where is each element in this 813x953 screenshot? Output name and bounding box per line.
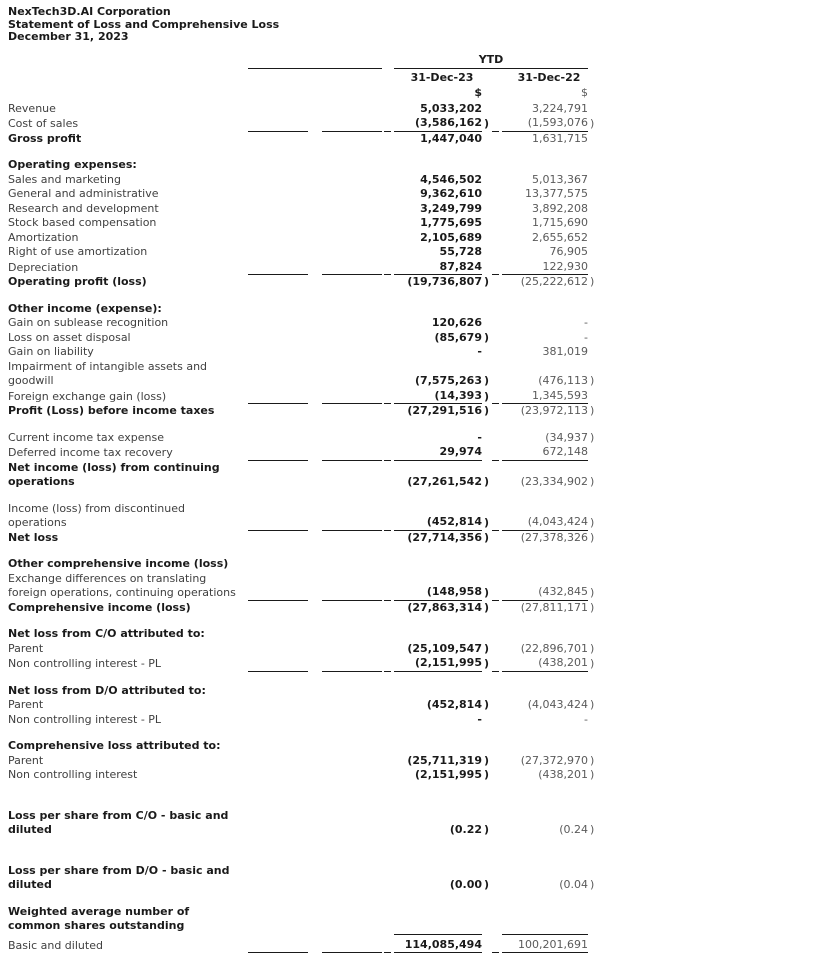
header-left-rule — [248, 53, 382, 69]
paren-2023: ) — [482, 516, 490, 531]
statement-row — [8, 202, 813, 217]
value-2023: (452,814 — [394, 698, 482, 713]
fill-in-line-2 — [322, 404, 382, 419]
row-label: Parent — [8, 698, 248, 713]
statement-row — [8, 642, 813, 657]
fill-in-line-1 — [248, 713, 308, 728]
paren-2022: ) — [588, 117, 596, 132]
row-label: Depreciation — [8, 261, 248, 276]
value-2022: (23,972,113 — [502, 404, 588, 419]
row-label: Loss on asset disposal — [8, 331, 248, 346]
statement-row — [8, 404, 813, 419]
statement-row — [8, 158, 813, 173]
value-2022: (476,113 — [502, 374, 588, 389]
statement-row — [8, 656, 813, 672]
fill-in-line-2 — [322, 531, 382, 546]
fill-in-line-1 — [248, 316, 308, 331]
row-label: Current income tax expense — [8, 431, 248, 446]
fill-in-line-2 — [322, 905, 382, 934]
value-2022: (22,896,701 — [502, 642, 588, 657]
fill-in-line-2 — [322, 627, 382, 642]
value-2022: - — [502, 316, 588, 331]
fill-in-line-2 — [322, 601, 382, 616]
value-2022: 3,224,791 — [502, 102, 588, 117]
value-2022: (432,845 — [502, 585, 588, 601]
paren-2022: ) — [588, 878, 596, 893]
row-label: Stock based compensation — [8, 216, 248, 231]
fill-in-line-1 — [248, 202, 308, 217]
fill-in-line-2 — [322, 116, 382, 132]
fill-in-line-2 — [322, 431, 382, 446]
paren-2023: ) — [482, 331, 490, 346]
paren-2023: ) — [482, 374, 490, 389]
fill-in-line-2 — [322, 572, 382, 601]
row-label: Net loss from D/O attributed to: — [8, 684, 248, 699]
fill-in-line-2 — [322, 202, 382, 217]
fill-in-line-2 — [322, 713, 382, 728]
statement-date: December 31, 2023 — [8, 31, 813, 44]
fill-in-line-1 — [248, 345, 308, 360]
statement-row — [8, 431, 813, 446]
row-label: Other income (expense): — [8, 302, 248, 317]
fill-in-line-2 — [322, 698, 382, 713]
value-2023: - — [394, 713, 482, 728]
statement-row — [8, 275, 813, 290]
section-gap — [8, 838, 813, 864]
row-label: Net income (loss) from continuing operations — [8, 461, 248, 490]
row-label: Foreign exchange gain (loss) — [8, 390, 248, 405]
fill-in-line-1 — [248, 116, 308, 132]
value-2023: (14,393 — [394, 389, 482, 405]
value-2023: 5,033,202 — [394, 102, 482, 117]
statement-row — [8, 245, 813, 260]
statement-row — [8, 713, 813, 728]
value-2023: 1,447,040 — [394, 132, 482, 147]
paren-2022: ) — [588, 516, 596, 531]
paren-2022: ) — [588, 275, 596, 290]
column-header-2023: 31-Dec-23 — [394, 71, 490, 84]
value-2022: 100,201,691 — [502, 934, 588, 953]
value-2022: (4,043,424 — [502, 698, 588, 713]
fill-in-line-1 — [248, 684, 308, 699]
row-label: Sales and marketing — [8, 173, 248, 188]
document-header — [8, 6, 813, 44]
fill-in-line-2 — [322, 445, 382, 461]
value-2023: 87,824 — [394, 260, 482, 276]
row-label: Basic and diluted — [8, 939, 248, 953]
statement-row — [8, 905, 813, 934]
fill-in-line-2 — [322, 231, 382, 246]
row-label: Loss per share from C/O - basic and diluted — [8, 809, 248, 838]
fill-in-line-1 — [248, 531, 308, 546]
value-2023: (27,863,314 — [394, 601, 482, 616]
statement-row — [8, 934, 813, 953]
fill-in-line-2 — [322, 245, 382, 260]
value-2023: 4,546,502 — [394, 173, 482, 188]
fill-in-line-2 — [322, 502, 382, 531]
section-gap — [8, 545, 813, 557]
paren-2023: ) — [482, 275, 490, 290]
statement-row — [8, 809, 813, 838]
statement-row — [8, 360, 813, 389]
value-2023: (25,711,319 — [394, 754, 482, 769]
currency-symbol-2022: $ — [502, 86, 588, 99]
fill-in-line-2 — [322, 158, 382, 173]
row-label: Net loss from C/O attributed to: — [8, 627, 248, 642]
paren-2023: ) — [482, 878, 490, 893]
fill-in-line-2 — [322, 768, 382, 783]
row-label: Comprehensive income (loss) — [8, 601, 248, 616]
section-gap — [8, 615, 813, 627]
row-label: Operating profit (loss) — [8, 275, 248, 290]
value-2023: (25,109,547 — [394, 642, 482, 657]
paren-2023: ) — [482, 601, 490, 616]
fill-in-line-2 — [322, 754, 382, 769]
fill-in-line-2 — [322, 102, 382, 117]
fill-in-line-2 — [322, 809, 382, 838]
fill-in-line-1 — [248, 905, 308, 934]
fill-in-line-1 — [248, 934, 308, 953]
value-2023: (27,714,356 — [394, 531, 482, 546]
paren-2022: ) — [588, 754, 596, 769]
fill-in-line-1 — [248, 864, 308, 893]
value-2022: - — [502, 331, 588, 346]
value-2022: (438,201 — [502, 768, 588, 783]
statement-rows — [8, 102, 813, 953]
row-label: Non controlling interest — [8, 768, 248, 783]
statement-row — [8, 260, 813, 276]
statement-row — [8, 345, 813, 360]
fill-in-line-2 — [322, 260, 382, 276]
value-2022: (4,043,424 — [502, 515, 588, 531]
fill-in-line-1 — [248, 431, 308, 446]
paren-2022: ) — [588, 475, 596, 490]
fill-in-line-1 — [248, 461, 308, 490]
statement-row — [8, 102, 813, 117]
value-2022: 3,892,208 — [502, 202, 588, 217]
row-label: Net loss — [8, 531, 248, 546]
fill-in-line-1 — [248, 260, 308, 276]
section-gap — [8, 672, 813, 684]
row-label: Cost of sales — [8, 117, 248, 132]
fill-in-line-2 — [322, 216, 382, 231]
value-2023: (0.00 — [394, 878, 482, 893]
fill-in-line-1 — [248, 187, 308, 202]
statement-row — [8, 698, 813, 713]
statement-row — [8, 132, 813, 147]
statement-row — [8, 864, 813, 893]
row-label: Right of use amortization — [8, 245, 248, 260]
statement-row — [8, 231, 813, 246]
statement-row — [8, 302, 813, 317]
period-group-label: YTD — [394, 53, 588, 69]
value-2023: (452,814 — [394, 515, 482, 531]
fill-in-line-2 — [322, 187, 382, 202]
value-2023: 1,775,695 — [394, 216, 482, 231]
value-2023: (2,151,995 — [394, 656, 482, 672]
fill-in-line-1 — [248, 216, 308, 231]
row-label: Gain on sublease recognition — [8, 316, 248, 331]
value-2022: (0.24 — [502, 823, 588, 838]
statement-row — [8, 187, 813, 202]
row-label: Research and development — [8, 202, 248, 217]
fill-in-line-2 — [322, 331, 382, 346]
value-2023: (27,291,516 — [394, 404, 482, 419]
fill-in-line-1 — [248, 360, 308, 389]
value-2022: - — [502, 713, 588, 728]
statement-row — [8, 445, 813, 461]
value-2023: (3,586,162 — [394, 116, 482, 132]
fill-in-line-1 — [248, 245, 308, 260]
value-2022: (25,222,612 — [502, 275, 588, 290]
section-gap — [8, 290, 813, 302]
fill-in-line-1 — [248, 389, 308, 405]
paren-2023: ) — [482, 698, 490, 713]
value-2023: 55,728 — [394, 245, 482, 260]
fill-in-line-2 — [322, 132, 382, 147]
period-group-row — [8, 53, 813, 69]
date-header-row — [8, 69, 813, 84]
column-header-2022: 31-Dec-22 — [502, 71, 596, 84]
fill-in-line-1 — [248, 809, 308, 838]
section-gap — [8, 727, 813, 739]
section-gap — [8, 783, 813, 809]
fill-in-line-2 — [322, 173, 382, 188]
fill-in-line-1 — [248, 158, 308, 173]
paren-2023: ) — [482, 390, 490, 405]
value-2022: (27,372,970 — [502, 754, 588, 769]
row-label: Gain on liability — [8, 345, 248, 360]
value-2023: (148,958 — [394, 585, 482, 601]
paren-2022: ) — [588, 601, 596, 616]
row-label: Gross profit — [8, 132, 248, 147]
value-2023: 2,105,689 — [394, 231, 482, 246]
fill-in-line-2 — [322, 360, 382, 389]
fill-in-line-1 — [248, 754, 308, 769]
statement-row — [8, 739, 813, 754]
fill-in-line-1 — [248, 768, 308, 783]
row-label: General and administrative — [8, 187, 248, 202]
company-name: NexTech3D.AI Corporation — [8, 6, 813, 19]
fill-in-line-1 — [248, 739, 308, 754]
fill-in-line-1 — [248, 231, 308, 246]
section-gap — [8, 893, 813, 905]
value-2023: 29,974 — [394, 445, 482, 461]
fill-in-line-2 — [322, 345, 382, 360]
fill-in-line-1 — [248, 627, 308, 642]
paren-2022: ) — [588, 531, 596, 546]
value-2023: (19,736,807 — [394, 275, 482, 290]
fill-in-line-2 — [322, 684, 382, 699]
row-label: Comprehensive loss attributed to: — [8, 739, 248, 754]
fill-in-line-1 — [248, 132, 308, 147]
statement-row — [8, 173, 813, 188]
paren-2023: ) — [482, 404, 490, 419]
fill-in-line-2 — [322, 656, 382, 672]
fill-in-line-1 — [248, 502, 308, 531]
row-label: Parent — [8, 754, 248, 769]
paren-2023: ) — [482, 823, 490, 838]
statement-row — [8, 627, 813, 642]
paren-2023: ) — [482, 586, 490, 601]
row-label: Revenue — [8, 102, 248, 117]
column-header-block — [8, 53, 813, 99]
value-2023: (85,679 — [394, 331, 482, 346]
fill-in-line-1 — [248, 656, 308, 672]
currency-symbol-2023: $ — [394, 86, 482, 99]
paren-2022: ) — [588, 657, 596, 672]
value-2022: 13,377,575 — [502, 187, 588, 202]
value-2023: 3,249,799 — [394, 202, 482, 217]
row-label: Non controlling interest - PL — [8, 713, 248, 728]
paren-2023: ) — [482, 754, 490, 769]
row-label: Impairment of intangible assets and goodwill — [8, 360, 248, 389]
value-2022: 122,930 — [502, 260, 588, 276]
value-2022: (27,378,326 — [502, 531, 588, 546]
fill-in-line-2 — [322, 275, 382, 290]
statement-row — [8, 316, 813, 331]
value-2023: (7,575,263 — [394, 374, 482, 389]
value-2022: 1,715,690 — [502, 216, 588, 231]
row-label: Parent — [8, 642, 248, 657]
statement-title: Statement of Loss and Comprehensive Loss — [8, 19, 813, 32]
value-2022: (23,334,902 — [502, 475, 588, 490]
fill-in-line-2 — [322, 461, 382, 490]
value-2023: - — [394, 345, 482, 360]
fill-in-line-2 — [322, 302, 382, 317]
statement-row — [8, 557, 813, 572]
fill-in-line-1 — [248, 445, 308, 461]
row-label: Operating expenses: — [8, 158, 248, 173]
fill-in-line-1 — [248, 331, 308, 346]
fill-in-line-1 — [248, 557, 308, 572]
fill-in-line-2 — [322, 642, 382, 657]
fill-in-line-2 — [322, 557, 382, 572]
row-label: Amortization — [8, 231, 248, 246]
section-gap — [8, 146, 813, 158]
value-2023: 114,085,494 — [394, 934, 482, 953]
fill-in-line-2 — [322, 739, 382, 754]
row-label: Profit (Loss) before income taxes — [8, 404, 248, 419]
statement-row — [8, 331, 813, 346]
statement-row — [8, 768, 813, 783]
fill-in-line-1 — [248, 642, 308, 657]
section-gap — [8, 419, 813, 431]
fill-in-line-1 — [248, 275, 308, 290]
value-2023: 120,626 — [394, 316, 482, 331]
fill-in-line-2 — [322, 864, 382, 893]
statement-row — [8, 531, 813, 546]
value-2022: 1,631,715 — [502, 132, 588, 147]
currency-row — [8, 84, 813, 99]
fill-in-line-1 — [248, 698, 308, 713]
paren-2022: ) — [588, 431, 596, 446]
paren-2022: ) — [588, 404, 596, 419]
fill-in-line-1 — [248, 601, 308, 616]
statement-row — [8, 684, 813, 699]
statement-row — [8, 389, 813, 405]
paren-2023: ) — [482, 642, 490, 657]
value-2022: (27,811,171 — [502, 601, 588, 616]
value-2023: (0.22 — [394, 823, 482, 838]
statement-row — [8, 216, 813, 231]
paren-2022: ) — [588, 642, 596, 657]
value-2022: 5,013,367 — [502, 173, 588, 188]
statement-row — [8, 116, 813, 132]
value-2023: 9,362,610 — [394, 187, 482, 202]
row-label: Loss per share from D/O - basic and diluted — [8, 864, 248, 893]
fill-in-line-1 — [248, 302, 308, 317]
fill-in-line-2 — [322, 316, 382, 331]
value-2022: (438,201 — [502, 656, 588, 672]
row-label: Exchange differences on translating foreign operations, continuing operations — [8, 572, 248, 601]
statement-row — [8, 754, 813, 769]
paren-2023: ) — [482, 768, 490, 783]
value-2022: (34,937 — [502, 431, 588, 446]
fill-in-line-1 — [248, 102, 308, 117]
value-2022: 76,905 — [502, 245, 588, 260]
paren-2023: ) — [482, 657, 490, 672]
paren-2022: ) — [588, 823, 596, 838]
value-2022: (0.04 — [502, 878, 588, 893]
value-2022: (1,593,076 — [502, 116, 588, 132]
value-2022: 2,655,652 — [502, 231, 588, 246]
value-2023: - — [394, 431, 482, 446]
fill-in-line-1 — [248, 572, 308, 601]
statement-row — [8, 601, 813, 616]
paren-2023: ) — [482, 531, 490, 546]
fill-in-line-1 — [248, 173, 308, 188]
paren-2023: ) — [482, 475, 490, 490]
row-label: Deferred income tax recovery — [8, 446, 248, 461]
paren-2022: ) — [588, 698, 596, 713]
fill-in-line-2 — [322, 389, 382, 405]
row-label: Non controlling interest - PL — [8, 657, 248, 672]
paren-2023: ) — [482, 117, 490, 132]
value-2022: 381,019 — [502, 345, 588, 360]
row-label: Other comprehensive income (loss) — [8, 557, 248, 572]
fill-in-line-2 — [322, 934, 382, 953]
row-label: Weighted average number of common shares outstanding — [8, 905, 248, 934]
row-label: Income (loss) from discontinued operations — [8, 502, 248, 531]
statement-row — [8, 502, 813, 531]
statement-row — [8, 461, 813, 490]
section-gap — [8, 490, 813, 502]
value-2022: 1,345,593 — [502, 389, 588, 405]
paren-2022: ) — [588, 374, 596, 389]
paren-2022: ) — [588, 586, 596, 601]
statement-row — [8, 572, 813, 601]
fill-in-line-1 — [248, 404, 308, 419]
value-2023: (27,261,542 — [394, 475, 482, 490]
value-2023: (2,151,995 — [394, 768, 482, 783]
value-2022: 672,148 — [502, 445, 588, 461]
paren-2022: ) — [588, 768, 596, 783]
